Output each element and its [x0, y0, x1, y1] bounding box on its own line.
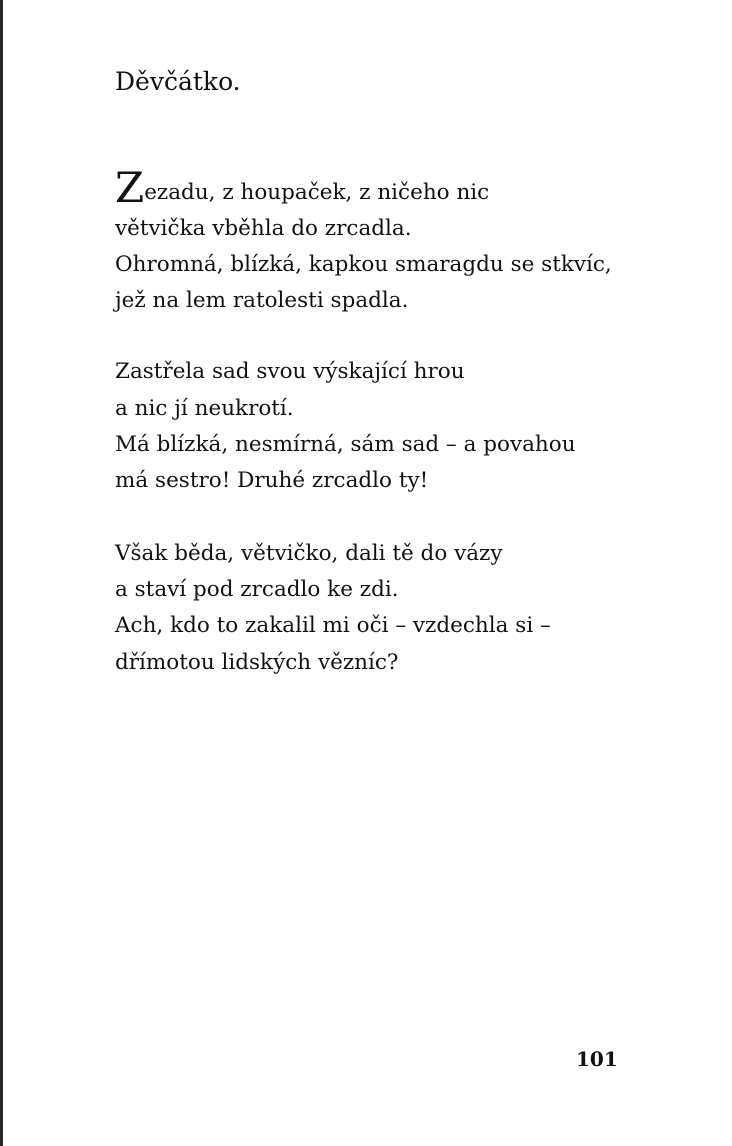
poem-line: dřímotou lidských vězníc? — [115, 650, 399, 675]
poem-line: má sestro! Druhé zrcadlo ty! — [115, 468, 429, 493]
page-number: 101 — [576, 1047, 618, 1071]
poem-line-text: ezadu, z houpaček, z ničeho nic — [144, 180, 490, 205]
poem-line: Má blízká, nesmírná, sám sad – a povahou — [115, 432, 576, 457]
poem-line: Ohromná, blízká, kapkou smaragdu se stkvíc, — [115, 252, 612, 277]
poem-line: větvička vběhla do zrcadla. — [115, 216, 412, 241]
poem-line: jež na lem ratolesti spadla. — [115, 288, 409, 313]
poem-line: a nic jí neukrotí. — [115, 396, 294, 421]
drop-cap: Z — [115, 163, 145, 212]
poem-title: Děvčátko. — [115, 67, 241, 96]
poem-line — [115, 163, 490, 212]
poem-line: Ach, kdo to zakalil mi oči – vzdechla si – — [115, 613, 551, 638]
poem-line: a staví pod zrcadlo ke zdi. — [115, 577, 399, 602]
page-edge — [0, 0, 3, 1146]
poem-line: Zastřela sad svou výskající hrou — [115, 359, 465, 384]
poem-line: Však běda, větvičko, dali tě do vázy — [115, 541, 503, 566]
